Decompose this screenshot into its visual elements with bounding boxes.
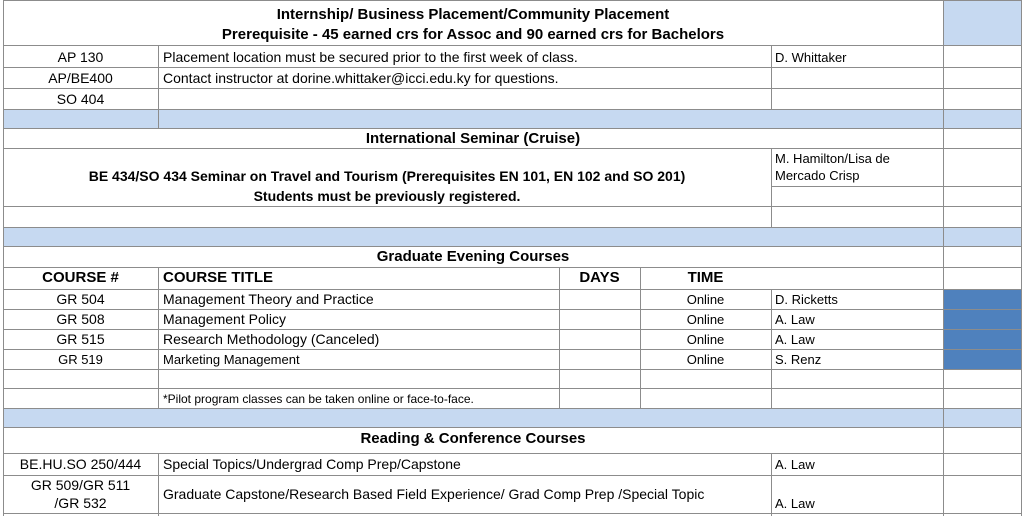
grid-line (3, 128, 1022, 129)
grid-line (3, 408, 1022, 409)
grid-line (158, 45, 159, 109)
grid-line (3, 453, 1022, 454)
grid-line (1021, 0, 1022, 516)
grid-line (3, 227, 1022, 228)
grid-line (771, 186, 1022, 187)
reading-title: Reading & Conference Courses (360, 430, 586, 447)
seminar-instructor: Mercado Crisp (775, 168, 860, 183)
header-course-number: COURSE # (42, 269, 119, 286)
grid-line (3, 109, 1022, 110)
course-code: AP/BE400 (48, 70, 113, 86)
course-code: /GR 532 (54, 495, 107, 511)
instructor: D. Whittaker (775, 50, 847, 65)
highlight-cell (943, 289, 1021, 309)
contact-note: Contact instructor at dorine.whittaker@icci.edu.ky for questions. (163, 70, 559, 86)
grid-line (3, 349, 1022, 350)
course-code: GR 508 (56, 311, 105, 327)
grid-line (158, 453, 159, 516)
header-course-title: COURSE TITLE (163, 269, 274, 286)
course-time: Online (686, 292, 725, 307)
grid-line (3, 388, 1022, 389)
course-title: Special Topics/Undergrad Comp Prep/Capstone (163, 456, 461, 472)
highlight-cell (943, 329, 1021, 349)
grid-line (3, 88, 1022, 89)
seminar-instructor: M. Hamilton/Lisa de (775, 151, 890, 166)
grid-line (771, 453, 772, 516)
grid-line (158, 109, 159, 128)
grid-line (943, 0, 944, 516)
course-code: GR 515 (56, 331, 105, 347)
seminar-course-line: BE 434/SO 434 Seminar on Travel and Tourism (Prerequisites EN 101, EN 102 and SO 201) (88, 168, 686, 184)
grid-line (3, 246, 1022, 247)
course-time: Online (686, 352, 725, 367)
course-time: Online (686, 332, 725, 347)
grid-line (3, 148, 1022, 149)
grid-line (771, 148, 772, 227)
grid-line (3, 329, 1022, 330)
course-code: SO 404 (56, 91, 105, 107)
instructor: D. Ricketts (775, 292, 838, 307)
separator-band (3, 408, 1021, 427)
course-title: Graduate Capstone/Research Based Field Experience/ Grad Comp Prep /Special Topic (163, 486, 705, 502)
seminar-title: International Seminar (Cruise) (365, 130, 581, 147)
course-title: Management Theory and Practice (163, 291, 374, 307)
separator-band (3, 227, 1021, 246)
course-code: GR 504 (56, 291, 105, 307)
course-title: Management Policy (163, 311, 286, 327)
grid-line (3, 0, 1022, 1)
course-code: GR 509/GR 511 (30, 477, 131, 493)
highlight-cell (943, 349, 1021, 369)
instructor: A. Law (775, 332, 815, 347)
course-code: AP 130 (57, 49, 104, 65)
grid-line (3, 369, 1022, 370)
header-time: TIME (687, 269, 724, 286)
course-title: Research Methodology (Canceled) (163, 331, 380, 347)
course-code: GR 519 (58, 352, 103, 367)
separator-band (3, 109, 1021, 128)
internship-prereq: Prerequisite - 45 earned crs for Assoc and 90 earned crs for Bachelors (221, 26, 725, 43)
right-column-band (943, 0, 1021, 45)
header-days: DAYS (579, 269, 620, 286)
grid-line (3, 427, 1022, 428)
instructor: A. Law (775, 457, 815, 472)
internship-title: Internship/ Business Placement/Community Placement (276, 6, 670, 23)
grid-line (3, 45, 1022, 46)
course-time: Online (686, 312, 725, 327)
grid-line (3, 513, 1022, 514)
course-code: BE.HU.SO 250/444 (19, 456, 142, 472)
placement-note: Placement location must be secured prior to the first week of class. (163, 49, 578, 65)
grid-line (771, 45, 772, 109)
instructor: A. Law (775, 496, 815, 511)
instructor: S. Renz (775, 352, 822, 367)
graduate-title: Graduate Evening Courses (376, 248, 570, 265)
seminar-registered-line: Students must be previously registered. (253, 188, 521, 204)
grid-line (3, 475, 1022, 476)
instructor: A. Law (775, 312, 815, 327)
pilot-footnote: *Pilot program classes can be taken online or face-to-face. (163, 392, 474, 406)
course-title: Marketing Management (163, 352, 300, 367)
grid-line (3, 206, 1022, 207)
highlight-cell (943, 309, 1021, 329)
grid-line (3, 67, 1022, 68)
grid-line (3, 267, 1022, 268)
grid-line (3, 289, 1022, 290)
grid-line (3, 309, 1022, 310)
